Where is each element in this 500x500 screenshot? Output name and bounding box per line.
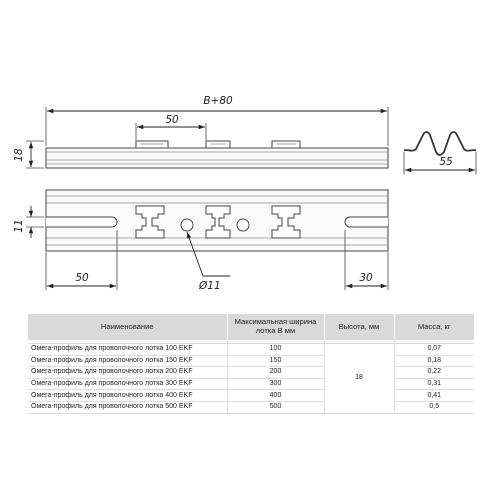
table-row (28, 401, 474, 413)
header-height: Высота, мм (324, 314, 394, 340)
table-header-row (28, 314, 474, 340)
cell-width: 500 (227, 401, 324, 413)
mounting-hole (237, 219, 249, 231)
cell-width: 200 (227, 367, 324, 379)
cell-name: Омега-профиль для проволочного лотка 500 EKF (28, 401, 227, 413)
dimension-height (13, 141, 44, 168)
cell-mass: 0,41 (394, 390, 474, 402)
cell-height: 18 (324, 344, 394, 414)
cell-mass: 0,5 (394, 401, 474, 413)
cell-name: Омега-профиль для проволочного лотка 100 EKF (28, 344, 227, 356)
cell-width: 400 (227, 390, 324, 402)
side-view (46, 141, 388, 168)
header-max-width: Максимальная ширина лотка В мм (227, 314, 324, 340)
cell-mass: 0,07 (394, 344, 474, 356)
cell-name: Омега-профиль для проволочного лотка 150 EKF (28, 355, 227, 367)
dimension-slot-width (13, 206, 44, 238)
cell-width: 150 (227, 355, 324, 367)
spec-table (28, 314, 474, 414)
label-width: 55 (439, 156, 453, 168)
dimension-width (404, 152, 476, 174)
cell-name: Омега-профиль для проволочного лотка 300 EKF (28, 378, 227, 390)
dimension-slot-pitch (136, 114, 206, 140)
cell-name: Омега-профиль для проволочного лотка 200 EKF (28, 367, 227, 379)
profile-section (404, 132, 476, 155)
label-slot-width: 11 (13, 219, 25, 233)
table-row (28, 367, 474, 379)
table-row (28, 378, 474, 390)
label-height: 18 (13, 148, 25, 162)
table-row (28, 355, 474, 367)
cell-width: 100 (227, 344, 324, 356)
label-total-length: B+80 (203, 95, 233, 107)
mounting-hole (181, 219, 193, 231)
cell-mass: 0,22 (394, 367, 474, 379)
header-name: Наименование (28, 314, 227, 340)
table-row (28, 390, 474, 402)
label-end-offset: 30 (359, 272, 373, 284)
label-slot-pitch: 50 (165, 114, 179, 126)
cell-width: 300 (227, 378, 324, 390)
dimension-total-length (46, 95, 388, 146)
cell-name: Омега-профиль для проволочного лотка 400 EKF (28, 390, 227, 402)
label-edge-offset: 50 (75, 272, 89, 284)
table-row (28, 344, 474, 356)
top-view (46, 190, 388, 251)
cell-mass: 0,18 (394, 355, 474, 367)
label-hole-diameter: Ø11 (199, 280, 221, 292)
header-mass: Масса, кг (394, 314, 474, 340)
cell-mass: 0,31 (394, 378, 474, 390)
